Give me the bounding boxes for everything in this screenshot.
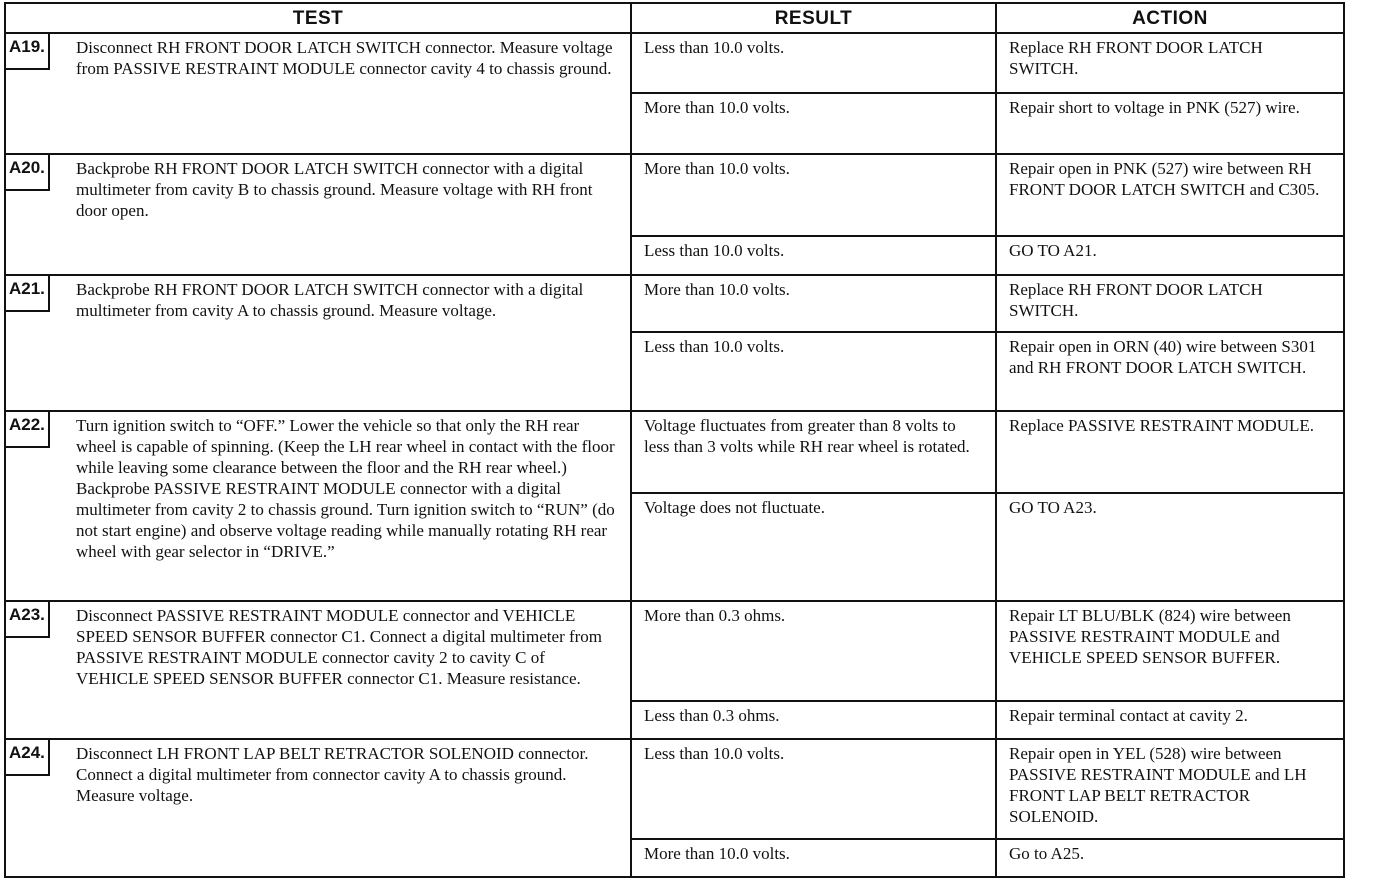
action-cell bbox=[996, 411, 1344, 493]
test-instruction: Disconnect RH FRONT DOOR LATCH SWITCH connector. Measure voltage from PASSIVE RESTRAINT MODULE connector cavity 4 to chassis ground. bbox=[76, 38, 613, 78]
test-instruction: Disconnect PASSIVE RESTRAINT MODULE connector and VEHICLE SPEED SENSOR BUFFER connector C1. Connect a digital multimeter from PASSIVE RESTRAINT MODULE connector cavity 2 to cavity C of VEHICLE SPEED SENSOR BUFFER connector C1. Measure resistance. bbox=[76, 606, 603, 688]
action-cell bbox=[996, 154, 1344, 236]
table-row bbox=[5, 33, 1344, 93]
test-cell bbox=[5, 739, 631, 877]
result-cell bbox=[631, 493, 996, 601]
result-text: More than 10.0 volts. bbox=[644, 98, 790, 117]
result-cell bbox=[631, 275, 996, 332]
test-cell bbox=[5, 601, 631, 739]
step-id: A23. bbox=[4, 600, 50, 638]
result-cell bbox=[631, 701, 996, 739]
action-cell bbox=[996, 332, 1344, 411]
action-cell bbox=[996, 236, 1344, 275]
table-row bbox=[5, 275, 1344, 332]
action-text: Replace RH FRONT DOOR LATCH SWITCH. bbox=[1009, 280, 1263, 320]
table-row bbox=[5, 411, 1344, 493]
action-cell bbox=[996, 701, 1344, 739]
result-text: Less than 10.0 volts. bbox=[644, 337, 785, 356]
header-row bbox=[5, 3, 1344, 33]
action-text: Repair open in YEL (528) wire between PASSIVE RESTRAINT MODULE and LH FRONT LAP BELT RETRACTOR SOLENOID. bbox=[1009, 744, 1307, 826]
test-cell bbox=[5, 33, 631, 154]
table-row bbox=[5, 154, 1344, 236]
result-text: More than 10.0 volts. bbox=[644, 844, 790, 863]
test-cell bbox=[5, 411, 631, 601]
action-cell bbox=[996, 493, 1344, 601]
test-instruction: Backprobe RH FRONT DOOR LATCH SWITCH connector with a digital multimeter from cavity A to chassis ground. Measure voltage. bbox=[76, 280, 584, 320]
result-cell bbox=[631, 411, 996, 493]
result-cell bbox=[631, 236, 996, 275]
result-text: Less than 10.0 volts. bbox=[644, 38, 785, 57]
result-cell bbox=[631, 739, 996, 839]
result-cell bbox=[631, 154, 996, 236]
result-cell bbox=[631, 839, 996, 877]
step-id: A19. bbox=[4, 32, 50, 70]
result-text: More than 10.0 volts. bbox=[644, 159, 790, 178]
test-instruction: Backprobe RH FRONT DOOR LATCH SWITCH connector with a digital multimeter from cavity B to chassis ground. Measure voltage with RH front door open. bbox=[76, 159, 593, 220]
result-column-header: RESULT bbox=[631, 3, 996, 33]
test-cell bbox=[5, 275, 631, 411]
action-column-header: ACTION bbox=[996, 3, 1344, 33]
result-text: More than 10.0 volts. bbox=[644, 280, 790, 299]
test-instruction: Turn ignition switch to “OFF.” Lower the vehicle so that only the RH rear wheel is capable of spinning. (Keep the LH rear wheel in contact with the floor while leaving some clearance between the floor and the RH rear wheel.) Backprobe PASSIVE RESTRAINT MODULE connector with a digital multimeter from cavity 2 to chassis ground. Turn ignition switch to “RUN” (do not start engine) and observe voltage reading while manually rotating RH rear wheel with gear selector in “DRIVE.” bbox=[76, 416, 615, 561]
test-instruction: Disconnect LH FRONT LAP BELT RETRACTOR SOLENOID connector. Connect a digital multimeter from connector cavity A to chassis ground. Measure voltage. bbox=[76, 744, 589, 805]
action-cell bbox=[996, 839, 1344, 877]
step-id: A24. bbox=[4, 738, 50, 776]
result-cell bbox=[631, 93, 996, 154]
step-id: A20. bbox=[4, 153, 50, 191]
step-id: A22. bbox=[4, 410, 50, 448]
action-text: Repair terminal contact at cavity 2. bbox=[1009, 706, 1248, 725]
table-row bbox=[5, 739, 1344, 839]
table-row bbox=[5, 601, 1344, 701]
result-cell bbox=[631, 601, 996, 701]
action-cell bbox=[996, 93, 1344, 154]
result-cell bbox=[631, 33, 996, 93]
action-cell bbox=[996, 33, 1344, 93]
result-text: Less than 0.3 ohms. bbox=[644, 706, 780, 725]
test-column-header: TEST bbox=[5, 3, 631, 33]
action-text: Repair open in ORN (40) wire between S301 and RH FRONT DOOR LATCH SWITCH. bbox=[1009, 337, 1317, 377]
result-text: Voltage fluctuates from greater than 8 volts to less than 3 volts while RH rear wheel is rotated. bbox=[644, 416, 970, 456]
action-text: Repair short to voltage in PNK (527) wire. bbox=[1009, 98, 1300, 117]
diagnostic-table bbox=[4, 2, 1345, 878]
action-text: Go to A25. bbox=[1009, 844, 1085, 863]
action-text: Repair LT BLU/BLK (824) wire between PASSIVE RESTRAINT MODULE and VEHICLE SPEED SENSOR BUFFER. bbox=[1009, 606, 1291, 667]
action-text: Repair open in PNK (527) wire between RH FRONT DOOR LATCH SWITCH and C305. bbox=[1009, 159, 1320, 199]
action-cell bbox=[996, 275, 1344, 332]
action-cell bbox=[996, 601, 1344, 701]
step-id: A21. bbox=[4, 274, 50, 312]
action-cell bbox=[996, 739, 1344, 839]
result-text: Less than 10.0 volts. bbox=[644, 744, 785, 763]
result-text: Less than 10.0 volts. bbox=[644, 241, 785, 260]
result-text: Voltage does not fluctuate. bbox=[644, 498, 825, 517]
action-text: Replace PASSIVE RESTRAINT MODULE. bbox=[1009, 416, 1315, 435]
test-cell bbox=[5, 154, 631, 275]
action-text: Replace RH FRONT DOOR LATCH SWITCH. bbox=[1009, 38, 1263, 78]
action-text: GO TO A21. bbox=[1009, 241, 1097, 260]
result-cell bbox=[631, 332, 996, 411]
result-text: More than 0.3 ohms. bbox=[644, 606, 786, 625]
action-text: GO TO A23. bbox=[1009, 498, 1097, 517]
